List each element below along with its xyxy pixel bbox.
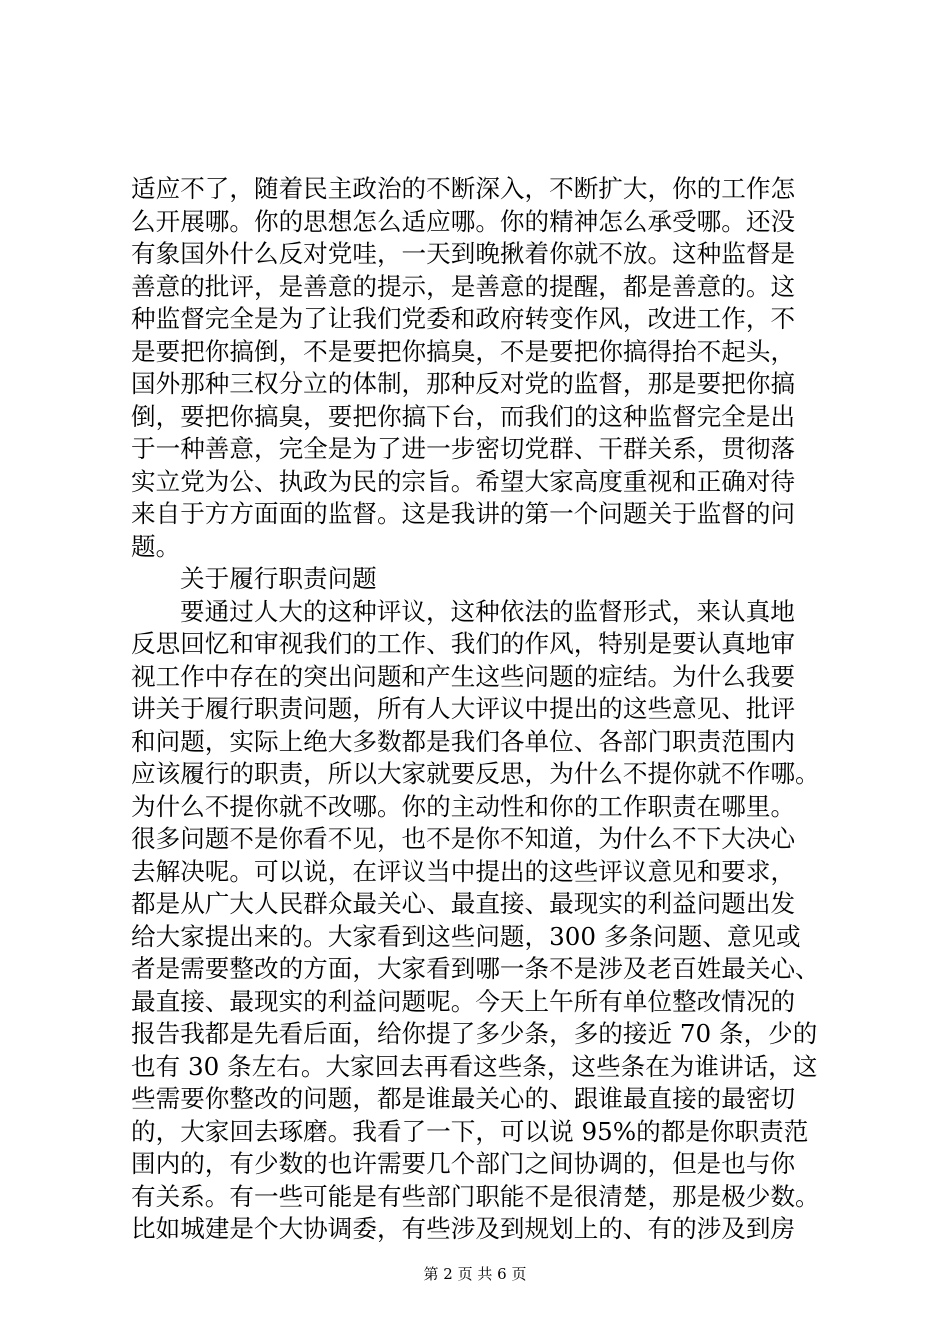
text-line: 善意的批评，是善意的提示，是善意的提醒，都是善意的。这 [131,271,796,301]
text-line: 国外那种三权分立的体制，那种反对党的监督，那是要把你搞 [131,369,796,398]
text-line: 些需要你整改的问题，都是谁最关心的、跟谁最直接的最密切 [131,1084,796,1113]
text-line: 的，大家回去琢磨。我看了一下，可以说 95%的都是你职责范 [131,1116,809,1146]
document-body [131,173,831,1246]
text-line: 题。 [131,531,181,561]
text-line: 实立党为公、执政为民的宗旨。希望大家高度重视和正确对待 [131,466,796,496]
text-line: 给大家提出来的。大家看到这些问题，300 多条问题、意见或 [131,921,801,951]
text-line: 为什么不提你就不改哪。你的主动性和你的工作职责在哪里。 [131,791,796,821]
text-line: 很多问题不是你看不见，也不是你不知道，为什么不下大决心 [131,824,796,853]
text-line: 应该履行的职责，所以大家就要反思，为什么不提你就不作哪。 [131,759,820,788]
text-line: 么开展哪。你的思想怎么适应哪。你的精神怎么承受哪。还没 [131,206,796,236]
text-line: 也有 30 条左右。大家回去再看这些条，这些条在为谁讲话，这 [131,1051,818,1081]
text-line: 于一种善意，完全是为了进一步密切党群、干群关系，贯彻落 [131,434,796,463]
text-line: 种监督完全是为了让我们党委和政府转变作风，改进工作，不 [131,304,796,333]
section-heading: 关于履行职责问题 [180,564,377,593]
text-line: 是要把你搞倒，不是要把你搞臭，不是要把你搞得抬不起头， [131,336,796,366]
text-line: 讲关于履行职责问题，所有人大评议中提出的这些意见、批评 [131,694,796,723]
text-line: 有关系。有一些可能是有些部门职能不是很清楚，那是极少数。 [131,1181,820,1211]
text-line: 报告我都是先看后面，给你提了多少条，多的接近 70 条，少的 [131,1019,818,1048]
paragraph-first-line: 要通过人大的这种评议，这种依法的监督形式，来认真地 [180,596,795,626]
text-line: 比如城建是个大协调委，有些涉及到规划上的、有的涉及到房 [131,1214,796,1243]
text-line: 者是需要整改的方面，大家看到哪一条不是涉及老百姓最关心、 [131,954,820,983]
text-line: 最直接、最现实的利益问题呢。今天上午所有单位整改情况的 [131,986,796,1016]
text-line: 去解决呢。可以说，在评议当中提出的这些评议意见和要求， [131,856,796,886]
text-line: 有象国外什么反对党哇，一天到晚揪着你就不放。这种监督是 [131,239,796,268]
text-line: 视工作中存在的突出问题和产生这些问题的症结。为什么我要 [131,661,796,691]
text-line: 和问题，实际上绝大多数都是我们各单位、各部门职责范围内 [131,726,796,756]
text-line: 反思回忆和审视我们的工作、我们的作风，特别是要认真地审 [131,629,796,658]
text-line: 都是从广大人民群众最关心、最直接、最现实的利益问题出发 [131,889,796,918]
page-footer: 第 2 页 共 6 页 [423,1265,527,1283]
text-line: 倒，要把你搞臭，要把你搞下台，而我们的这种监督完全是出 [131,401,796,431]
text-line: 适应不了，随着民主政治的不断深入，不断扩大，你的工作怎 [131,174,796,203]
text-line: 围内的，有少数的也许需要几个部门之间协调的，但是也与你 [131,1149,796,1178]
text-line: 来自于方方面面的监督。这是我讲的第一个问题关于监督的问 [131,499,796,528]
